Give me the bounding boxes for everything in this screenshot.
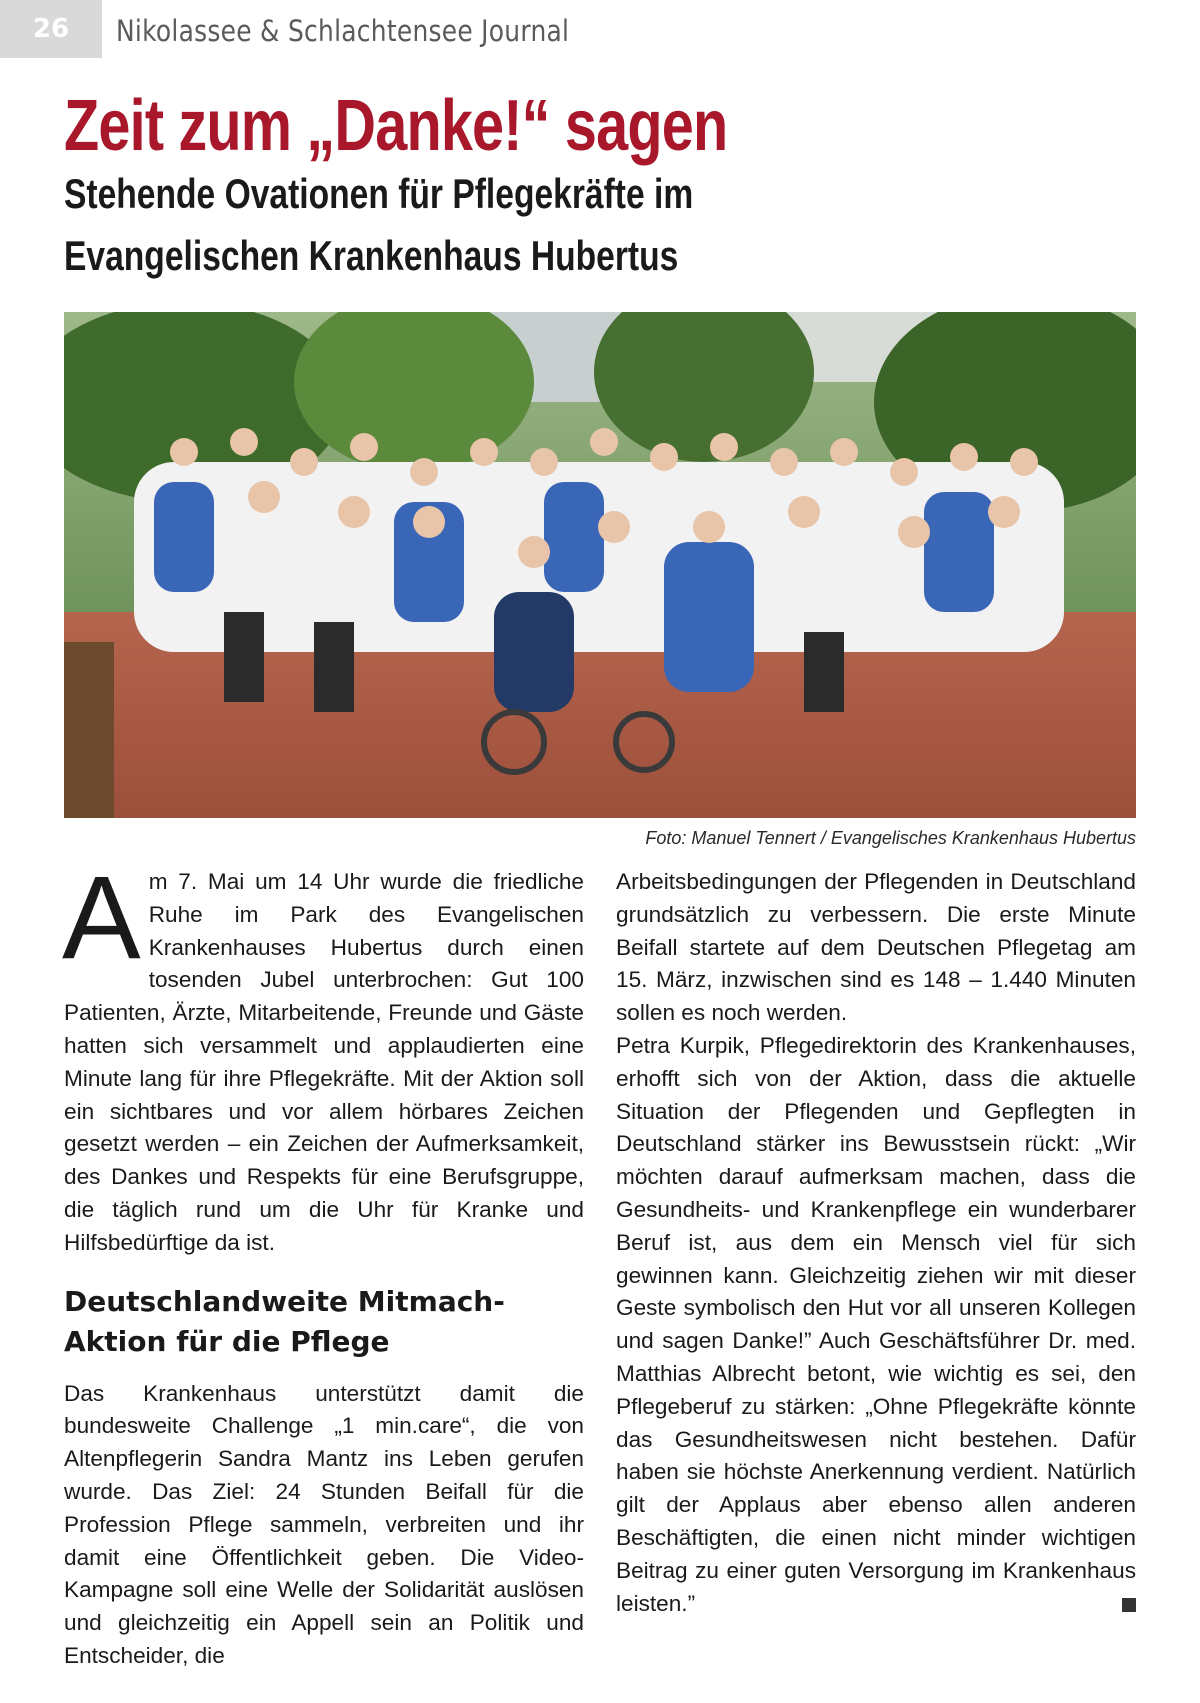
intro-paragraph: [62, 852, 584, 1260]
photo-caption: Foto: Manuel Tennert / Evangelisches Krankenhaus Hubertus: [645, 828, 1136, 848]
subheadline: [64, 163, 693, 287]
intro-text: m 7. Mai um 14 Uhr wurde die friedliche Ruhe im Park des Evangelischen Krankenhauses Hubertus durch einen tosenden Jubel unterbrochen: Gut 100 Patienten, Ärzte, Mitarbeitende, Freunde und Gäste hatten sich versammelt und applaudierten eine Minute lang für ihre Pflegekräfte. Mit der Aktion soll ein sichtbares und vor allem hörbares Zeichen gesetzt werden – ein Zeichen der Aufmerksamkeit, des Dankes und Respekts für eine Berufsgruppe, die täglich rund um die Uhr für Kranke und Hilfsbedürftige da ist.: [64, 869, 584, 1255]
subheadline-line-1: Stehende Ovationen für Pflegekräfte im: [64, 170, 694, 217]
body-right-paragraph-2: [616, 1030, 1136, 1620]
group-photo: [64, 312, 1136, 818]
journal-title: Nikolassee & Schlachtensee Journal: [116, 14, 570, 48]
column-left: [62, 852, 584, 1673]
column-right: [616, 866, 1136, 1620]
subheadline-line-2: Evangelischen Krankenhaus Hubertus: [64, 232, 679, 279]
body-left-paragraph: Das Krankenhaus unterstützt damit die bundesweite Challenge „1 min.care“, die von Altenpflegerin Sandra Mantz ins Leben gerufen wurde. Das Ziel: 24 Stunden Beifall für die Profession Pflege sammeln, verbreiten und ihr damit eine Öffentlichkeit geben. Die Video-Kampagne soll eine Welle der Solidarität auslösen und gleichzeitig ein Appell sein an Politik und Entscheider, die: [64, 1380, 584, 1668]
page-number: 26: [0, 0, 102, 58]
dropcap: A: [62, 852, 141, 984]
end-of-article-mark: [1122, 1598, 1136, 1612]
section-heading: Deutschlandweite Mitmach-Aktion für die Pflege: [64, 1284, 505, 1358]
group-photo-illustration: [64, 312, 1136, 818]
body-right-paragraph-1: Arbeitsbedingungen der Pflegenden in Deutschland grundsätzlich zu verbessern. Die erste Minute Beifall startete auf dem Deutschen Pflegetag am 15. März, inzwischen sind es 148 – 1.440 Minuten sollen es noch werden.: [616, 869, 1136, 1026]
body-right-paragraph-2-text: Petra Kurpik, Pflegedirektorin des Krankenhauses, erhofft sich von der Aktion, dass die aktuelle Situation der Pflegenden und Gepflegten in Deutschland stärker ins Bewusstsein rückt: „Wir möchten darauf aufmerksam machen, dass die Gesundheits- und Krankenpflege ein wunderbarer Beruf ist, aus dem ein Mensch viel für sich gewinnen kann. Gleichzeitig ziehen wir mit dieser Geste symbolisch den Hut vor all unseren Kollegen und sagen Danke!” Auch Geschäftsführer Dr. med. Matthias Albrecht betont, wie wichtig es sei, den Pflegeberuf zu stärken: „Ohne Pflegekräfte könnte das Gesundheitswesen nicht bestehen. Dafür haben sie höchste Anerkennung verdient. Natürlich gilt der Applaus aber ebenso allen anderen Beschäftigten, die einen nicht minder wichtigen Beitrag zu einer guten Versorgung im Krankenhaus leisten.”: [616, 1032, 1136, 1616]
headline: Zeit zum „Danke!“ sagen: [64, 86, 728, 166]
